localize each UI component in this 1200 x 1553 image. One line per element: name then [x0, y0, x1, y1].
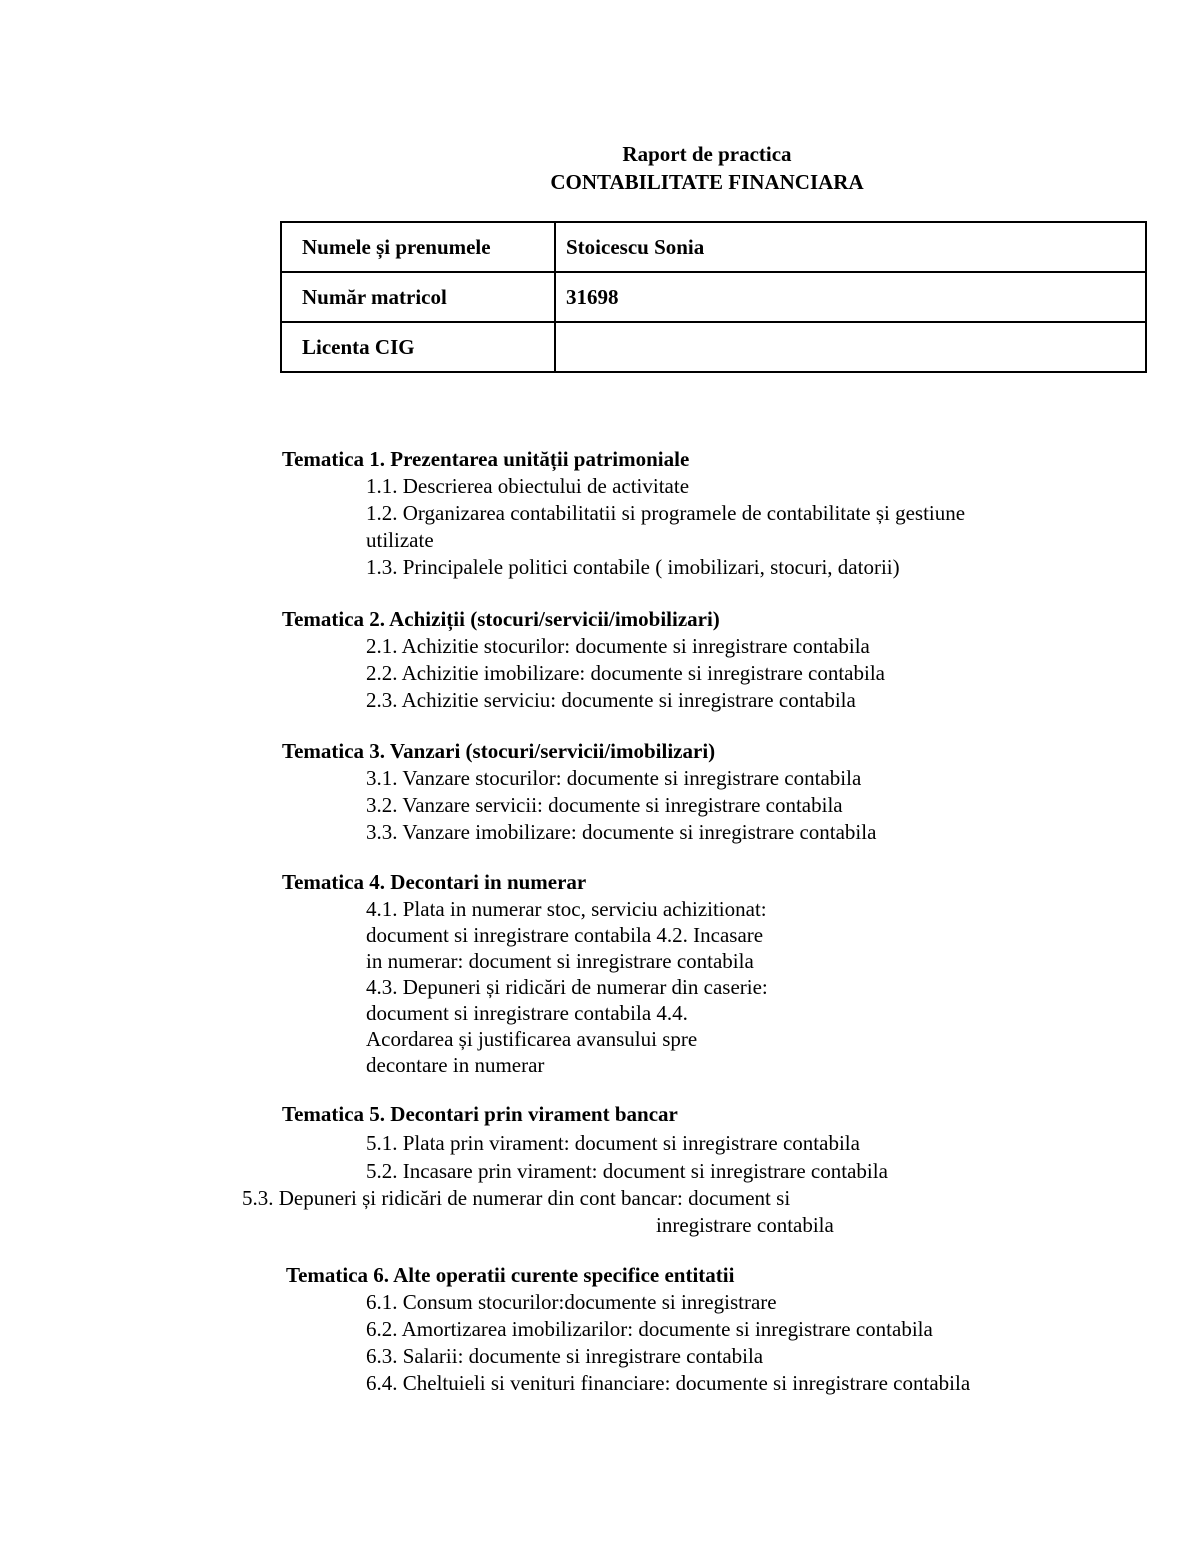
- section-4-line: document si inregistrare contabila 4.4.: [366, 1001, 688, 1025]
- section-1-heading: Tematica 1. Prezentarea unității patrimoniale: [282, 447, 690, 471]
- section-5-line: 5.1. Plata prin virament: document si inregistrare contabila: [366, 1131, 860, 1155]
- section-3-line: 3.1. Vanzare stocurilor: documente si inregistrare contabila: [366, 766, 862, 790]
- matricol-label: Număr matricol: [281, 272, 555, 322]
- section-3-line: 3.2. Vanzare servicii: documente si inregistrare contabila: [366, 793, 843, 817]
- table-row: [281, 272, 1146, 322]
- table-row: [281, 322, 1146, 372]
- section-4-line: in numerar: document si inregistrare contabila: [366, 949, 754, 973]
- section-4-heading: Tematica 4. Decontari in numerar: [282, 870, 587, 894]
- section-6-heading: Tematica 6. Alte operatii curente specifice entitatii: [286, 1263, 735, 1287]
- section-5-line: 5.3. Depuneri și ridicări de numerar din cont bancar: document si: [242, 1186, 791, 1210]
- section-3-heading: Tematica 3. Vanzari (stocuri/servicii/imobilizari): [282, 739, 716, 763]
- section-6-line: 6.4. Cheltuieli si venituri financiare: documente si inregistrare contabila: [366, 1371, 971, 1395]
- section-5-line: 5.2. Incasare prin virament: document si inregistrare contabila: [366, 1159, 888, 1183]
- section-4-line: Acordarea și justificarea avansului spre: [366, 1027, 698, 1051]
- name-label: Numele și prenumele: [281, 222, 555, 272]
- section-4-line: decontare in numerar: [366, 1053, 545, 1077]
- section-2-line: 2.3. Achizitie serviciu: documente si inregistrare contabila: [366, 688, 856, 712]
- section-1-line: 1.3. Principalele politici contabile ( imobilizari, stocuri, datorii): [366, 555, 900, 579]
- section-5-heading: Tematica 5. Decontari prin virament bancar: [282, 1102, 678, 1126]
- section-4-line: 4.3. Depuneri și ridicări de numerar din caserie:: [366, 975, 768, 999]
- student-info-table: [280, 221, 1147, 373]
- section-2-heading: Tematica 2. Achiziții (stocuri/servicii/imobilizari): [282, 607, 720, 631]
- matricol-value: 31698: [555, 272, 1146, 322]
- section-3-line: 3.3. Vanzare imobilizare: documente si inregistrare contabila: [366, 820, 877, 844]
- section-1-line: 1.2. Organizarea contabilitatii si programele de contabilitate și gestiune: [366, 501, 966, 525]
- section-4-line: document si inregistrare contabila 4.2. Incasare: [366, 923, 764, 947]
- section-1-line: utilizate: [366, 528, 434, 552]
- license-label: Licenta CIG: [281, 322, 555, 372]
- section-1-line: 1.1. Descrierea obiectului de activitate: [366, 474, 690, 498]
- section-6-line: 6.3. Salarii: documente si inregistrare contabila: [366, 1344, 764, 1368]
- section-2-line: 2.1. Achizitie stocurilor: documente si inregistrare contabila: [366, 634, 870, 658]
- section-4-line: 4.1. Plata in numerar stoc, serviciu achizitionat:: [366, 897, 767, 921]
- section-6-line: 6.1. Consum stocurilor:documente si inregistrare: [366, 1290, 777, 1314]
- table-row: [281, 222, 1146, 272]
- license-value: [555, 322, 1146, 372]
- document-subtitle: CONTABILITATE FINANCIARA: [550, 170, 864, 194]
- name-value: Stoicescu Sonia: [555, 222, 1146, 272]
- section-6-line: 6.2. Amortizarea imobilizarilor: documente si inregistrare contabila: [366, 1317, 933, 1341]
- document-title: Raport de practica: [622, 142, 792, 166]
- section-5-line: inregistrare contabila: [656, 1213, 834, 1237]
- section-2-line: 2.2. Achizitie imobilizare: documente si inregistrare contabila: [366, 661, 885, 685]
